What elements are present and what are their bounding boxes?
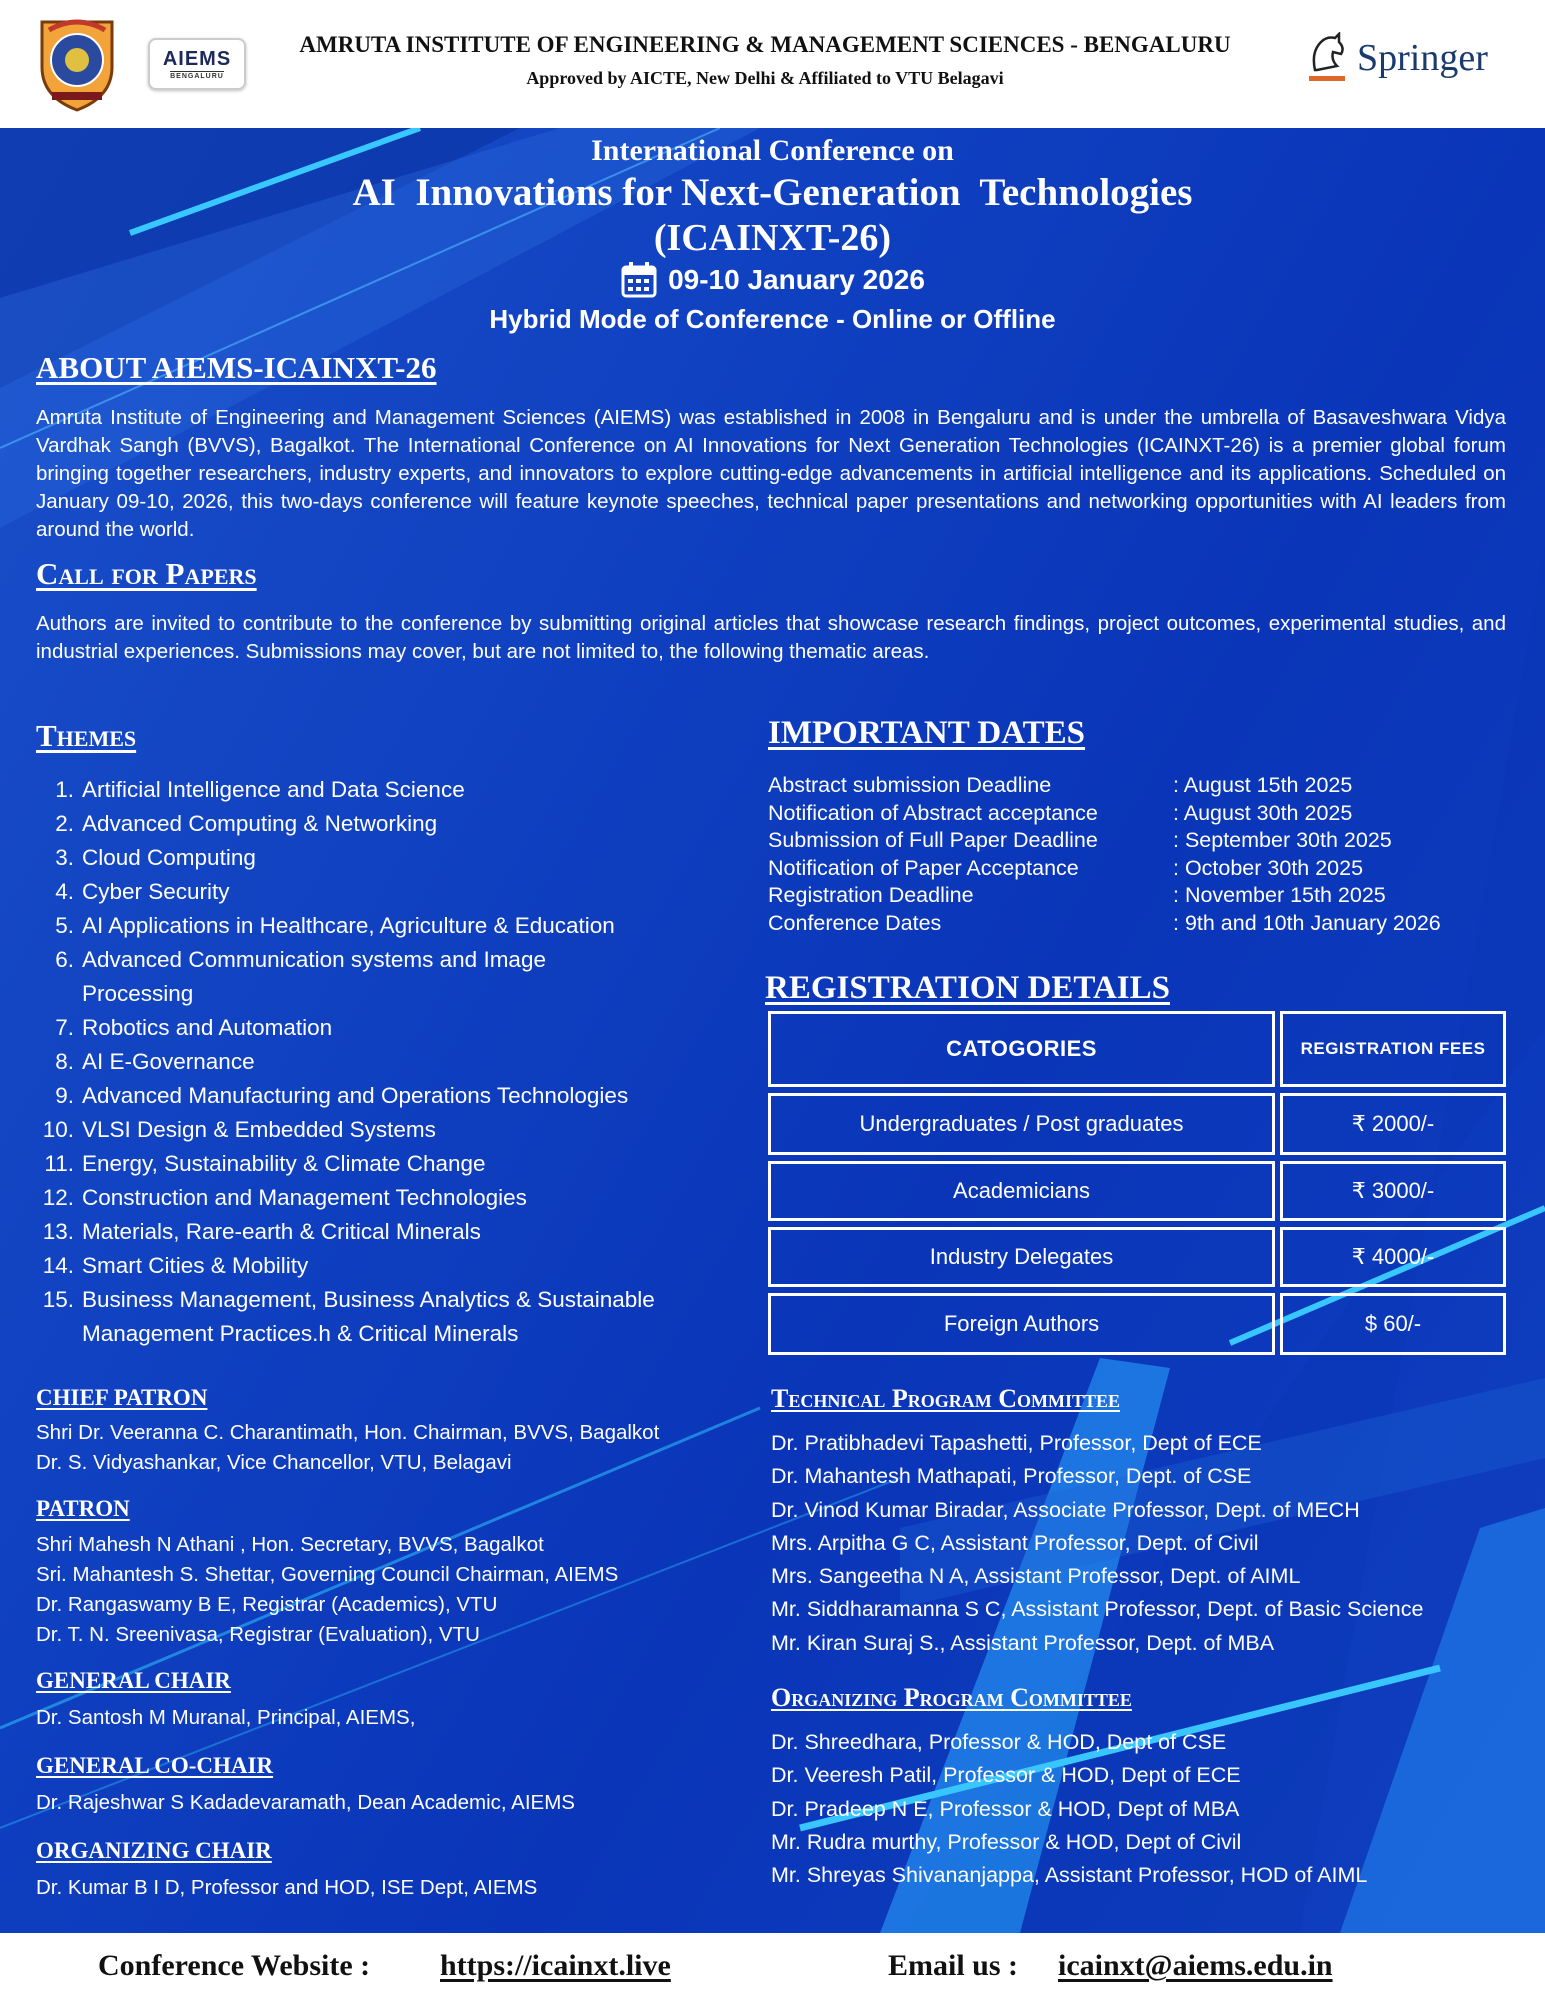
institute-name: AMRUTA INSTITUTE OF ENGINEERING & MANAGEMENT SCIENCES - BENGALURU xyxy=(299,32,1231,57)
date-value: : October 30th 2025 xyxy=(1173,855,1364,880)
about-heading: ABOUT AIEMS-ICAINXT-26 xyxy=(36,350,437,385)
themes-list xyxy=(36,773,736,1351)
general-cochair-list xyxy=(36,1788,575,1818)
theme-number: 3. xyxy=(55,845,74,870)
theme-text: Construction and Management Technologies xyxy=(82,1185,527,1210)
themes-heading: Themes xyxy=(36,718,137,753)
list-item: Mr. Rudra murthy, Professor & HOD, Dept of Civil xyxy=(771,1829,1242,1854)
list-item xyxy=(36,1147,736,1181)
list-item: Dr. Kumar B I D, Professor and HOD, ISE Dept, AIEMS xyxy=(36,1876,538,1899)
theme-text: Advanced Manufacturing and Operations Technologies xyxy=(82,1083,629,1108)
list-item: Mrs. Sangeetha N A, Assistant Professor, Dept. of AIML xyxy=(771,1564,1301,1589)
list-item xyxy=(36,875,736,909)
theme-number: 5. xyxy=(55,913,74,938)
date-value: : November 15th 2025 xyxy=(1173,883,1386,907)
date-row xyxy=(768,882,1508,910)
header xyxy=(0,0,1545,128)
categories-header: CATOGORIES xyxy=(768,1011,1275,1087)
theme-number: 7. xyxy=(55,1015,74,1040)
conference-title: AI Innovations for Next-Generation Technologies xyxy=(352,171,1193,214)
theme-text: AI Applications in Healthcare, Agriculture & Education xyxy=(82,913,615,938)
theme-text: Cloud Computing xyxy=(82,845,256,870)
tpc-heading: Technical Program Committee xyxy=(771,1384,1121,1413)
aiems-logo-sub: BENGALURU xyxy=(170,73,224,80)
list-item: Shri Dr. Veeranna C. Charantimath, Hon. Chairman, BVVS, Bagalkot xyxy=(36,1421,660,1444)
theme-number: 4. xyxy=(55,879,74,904)
list-item: Dr. Mahantesh Mathapati, Professor, Dept. of CSE xyxy=(771,1464,1252,1489)
date-value: : 9th and 10th January 2026 xyxy=(1173,910,1441,935)
chief-patron-heading: CHIEF PATRON xyxy=(36,1385,208,1410)
date-value: : August 15th 2025 xyxy=(1173,773,1353,797)
list-item: Mr. Kiran Suraj S., Assistant Professor, Dept. of MBA xyxy=(771,1630,1275,1655)
registration-table xyxy=(768,1011,1506,1361)
opc-list xyxy=(771,1726,1367,1892)
theme-text: Robotics and Automation xyxy=(82,1015,333,1040)
list-item: Mrs. Arpitha G C, Assistant Professor, Dept. of Civil xyxy=(771,1530,1259,1555)
date-label: Abstract submission Deadline xyxy=(768,773,1052,797)
theme-text: Business Management, Business Analytics & Sustainable Management Practices.h & Critical Minerals xyxy=(82,1287,655,1346)
email-label: Email us : xyxy=(888,1949,1019,1982)
list-item: Dr. Rajeshwar S Kadadevaramath, Dean Academic, AIEMS xyxy=(36,1791,575,1814)
theme-number: 1. xyxy=(55,777,74,802)
fee-cell: $ 60/- xyxy=(1280,1293,1506,1355)
date-row xyxy=(768,910,1508,938)
theme-text: Materials, Rare-earth & Critical Minerals xyxy=(82,1219,481,1244)
fee-cell: ₹ 4000/- xyxy=(1280,1227,1506,1287)
list-item xyxy=(36,943,736,1011)
list-item xyxy=(36,807,736,841)
important-dates-heading: IMPORTANT DATES xyxy=(768,715,1085,751)
about-text: Amruta Institute of Engineering and Management Sciences (AIEMS) was established in 2008 in Bengaluru and is under the umbrella of Basaveshwara Vidya Vardhak Sangh (BVVS), Bagalkot. The International Conference on AI Innovations for Next Generation Technologies (ICAINXT-26) is a premier global forum bringing together researchers, industry experts, and innovators to explore cutting-edge advancements in artificial intelligence and its applications. Scheduled on January 09-10, 2026, this two-days conference will feature keynote speeches, technical paper presentations and networking opportunities with AI leaders from around the world. xyxy=(36,406,1506,541)
date-row xyxy=(768,855,1508,883)
springer-logo xyxy=(1305,30,1505,86)
theme-text: Advanced Communication systems and Image Processing xyxy=(82,947,546,1006)
category-cell: Undergraduates / Post graduates xyxy=(768,1093,1275,1155)
theme-number: 15. xyxy=(42,1287,74,1312)
registration-heading: REGISTRATION DETAILS xyxy=(765,970,1170,1006)
date-value: : September 30th 2025 xyxy=(1173,828,1392,852)
date-row xyxy=(768,800,1508,828)
list-item: Dr. Pratibhadevi Tapashetti, Professor, Dept of ECE xyxy=(771,1431,1262,1455)
date-label: Notification of Paper Acceptance xyxy=(768,855,1079,880)
list-item xyxy=(36,1011,736,1045)
conference-date-text: 09-10 January 2026 xyxy=(668,264,925,295)
aiems-logo-text: AIEMS xyxy=(162,48,232,70)
aiems-logo xyxy=(148,38,246,90)
footer xyxy=(0,1933,1545,2000)
category-cell: Industry Delegates xyxy=(768,1227,1275,1287)
organizing-chair-heading: ORGANIZING CHAIR xyxy=(36,1838,272,1863)
theme-text: Advanced Computing & Networking xyxy=(82,811,438,836)
general-cochair-heading: GENERAL CO-CHAIR xyxy=(36,1753,274,1778)
theme-text: Energy, Sustainability & Climate Change xyxy=(82,1151,486,1176)
list-item xyxy=(36,909,736,943)
springer-text: Springer xyxy=(1357,37,1488,79)
theme-text: Smart Cities & Mobility xyxy=(82,1253,309,1278)
calendar-icon xyxy=(620,261,658,299)
fee-cell: ₹ 2000/- xyxy=(1280,1093,1506,1155)
institute-emblem-icon xyxy=(34,12,120,112)
poster-body xyxy=(0,128,1545,1933)
call-for-papers-text: Authors are invited to contribute to the conference by submitting original articles that showcase research findings, project outcomes, experimental studies, and industrial experiences. Submissions may cover, but are not limited to, the following thematic areas. xyxy=(36,612,1506,663)
list-item: Dr. Pradeep N E, Professor & HOD, Dept of MBA xyxy=(771,1796,1240,1821)
date-label: Conference Dates xyxy=(768,910,942,935)
important-dates-list xyxy=(768,772,1508,937)
list-item xyxy=(36,1045,736,1079)
conference-intro: International Conference on xyxy=(591,134,954,167)
patron-heading: PATRON xyxy=(36,1496,130,1521)
theme-text: AI E-Governance xyxy=(82,1049,255,1074)
website-link[interactable]: https://icainxt.live xyxy=(440,1949,671,1982)
table-row xyxy=(768,1093,1506,1155)
date-row xyxy=(768,827,1508,855)
list-item xyxy=(36,1215,736,1249)
list-item xyxy=(36,841,736,875)
category-cell: Foreign Authors xyxy=(768,1293,1275,1355)
theme-text: VLSI Design & Embedded Systems xyxy=(82,1117,436,1142)
list-item: Mr. Siddharamanna S C, Assistant Professor, Dept. of Basic Science xyxy=(771,1597,1424,1622)
theme-text: Cyber Security xyxy=(82,879,230,904)
list-item: Mr. Shreyas Shivananjappa, Assistant Professor, HOD of AIML xyxy=(771,1863,1368,1888)
list-item: Sri. Mahantesh S. Shettar, Governing Council Chairman, AIEMS xyxy=(36,1563,619,1586)
theme-number: 10. xyxy=(42,1117,74,1142)
date-label: Submission of Full Paper Deadline xyxy=(768,828,1098,852)
list-item xyxy=(36,773,736,807)
theme-number: 8. xyxy=(55,1049,74,1074)
conference-mode: Hybrid Mode of Conference - Online or Offline xyxy=(489,304,1056,334)
table-header-row xyxy=(768,1011,1506,1087)
date-label: Notification of Abstract acceptance xyxy=(768,800,1098,825)
category-cell: Academicians xyxy=(768,1161,1275,1221)
date-row xyxy=(768,772,1508,800)
conference-date xyxy=(0,261,1545,299)
approval-line: Approved by AICTE, New Delhi & Affiliated to VTU Belagavi xyxy=(526,68,1004,88)
list-item: Dr. Vinod Kumar Biradar, Associate Professor, Dept. of MECH xyxy=(771,1497,1360,1522)
list-item xyxy=(36,1283,736,1351)
list-item: Dr. S. Vidyashankar, Vice Chancellor, VTU, Belagavi xyxy=(36,1451,512,1474)
springer-horse-icon xyxy=(1305,32,1349,84)
list-item: Dr. Shreedhara, Professor & HOD, Dept of CSE xyxy=(771,1730,1227,1754)
theme-number: 13. xyxy=(42,1219,74,1244)
call-for-papers-heading: Call for Papers xyxy=(36,556,257,591)
table-row xyxy=(768,1227,1506,1287)
general-chair-heading: GENERAL CHAIR xyxy=(36,1668,231,1693)
list-item: Shri Mahesh N Athani , Hon. Secretary, BVVS, Bagalkot xyxy=(36,1533,544,1556)
opc-heading: Organizing Program Committee xyxy=(771,1683,1132,1712)
theme-number: 12. xyxy=(42,1185,74,1210)
date-label: Registration Deadline xyxy=(768,883,974,907)
theme-number: 11. xyxy=(44,1151,74,1176)
patron-list xyxy=(36,1530,618,1650)
table-row xyxy=(768,1161,1506,1221)
theme-number: 14. xyxy=(42,1253,74,1278)
general-chair-list xyxy=(36,1703,415,1733)
list-item: Dr. Veeresh Patil, Professor & HOD, Dept of ECE xyxy=(771,1763,1241,1788)
fees-header: REGISTRATION FEES xyxy=(1280,1011,1506,1087)
email-link[interactable]: icainxt@aiems.edu.in xyxy=(1058,1949,1333,1982)
theme-number: 9. xyxy=(55,1083,74,1108)
theme-number: 6. xyxy=(55,947,74,972)
theme-text: Artificial Intelligence and Data Science xyxy=(82,777,465,802)
tpc-list xyxy=(771,1427,1423,1660)
fee-cell: ₹ 3000/- xyxy=(1280,1161,1506,1221)
theme-number: 2. xyxy=(55,811,74,836)
list-item xyxy=(36,1181,736,1215)
table-row xyxy=(768,1293,1506,1355)
organizing-chair-list xyxy=(36,1873,537,1903)
website-label: Conference Website : xyxy=(98,1949,371,1982)
date-value: : August 30th 2025 xyxy=(1173,800,1353,825)
list-item: Dr. Santosh M Muranal, Principal, AIEMS, xyxy=(36,1706,416,1729)
conference-acronym: (ICAINXT-26) xyxy=(653,217,892,259)
list-item xyxy=(36,1113,736,1147)
list-item: Dr. Rangaswamy B E, Registrar (Academics), VTU xyxy=(36,1593,498,1616)
list-item xyxy=(36,1249,736,1283)
list-item: Dr. T. N. Sreenivasa, Registrar (Evaluation), VTU xyxy=(36,1623,480,1646)
list-item xyxy=(36,1079,736,1113)
chief-patron-list xyxy=(36,1418,659,1478)
